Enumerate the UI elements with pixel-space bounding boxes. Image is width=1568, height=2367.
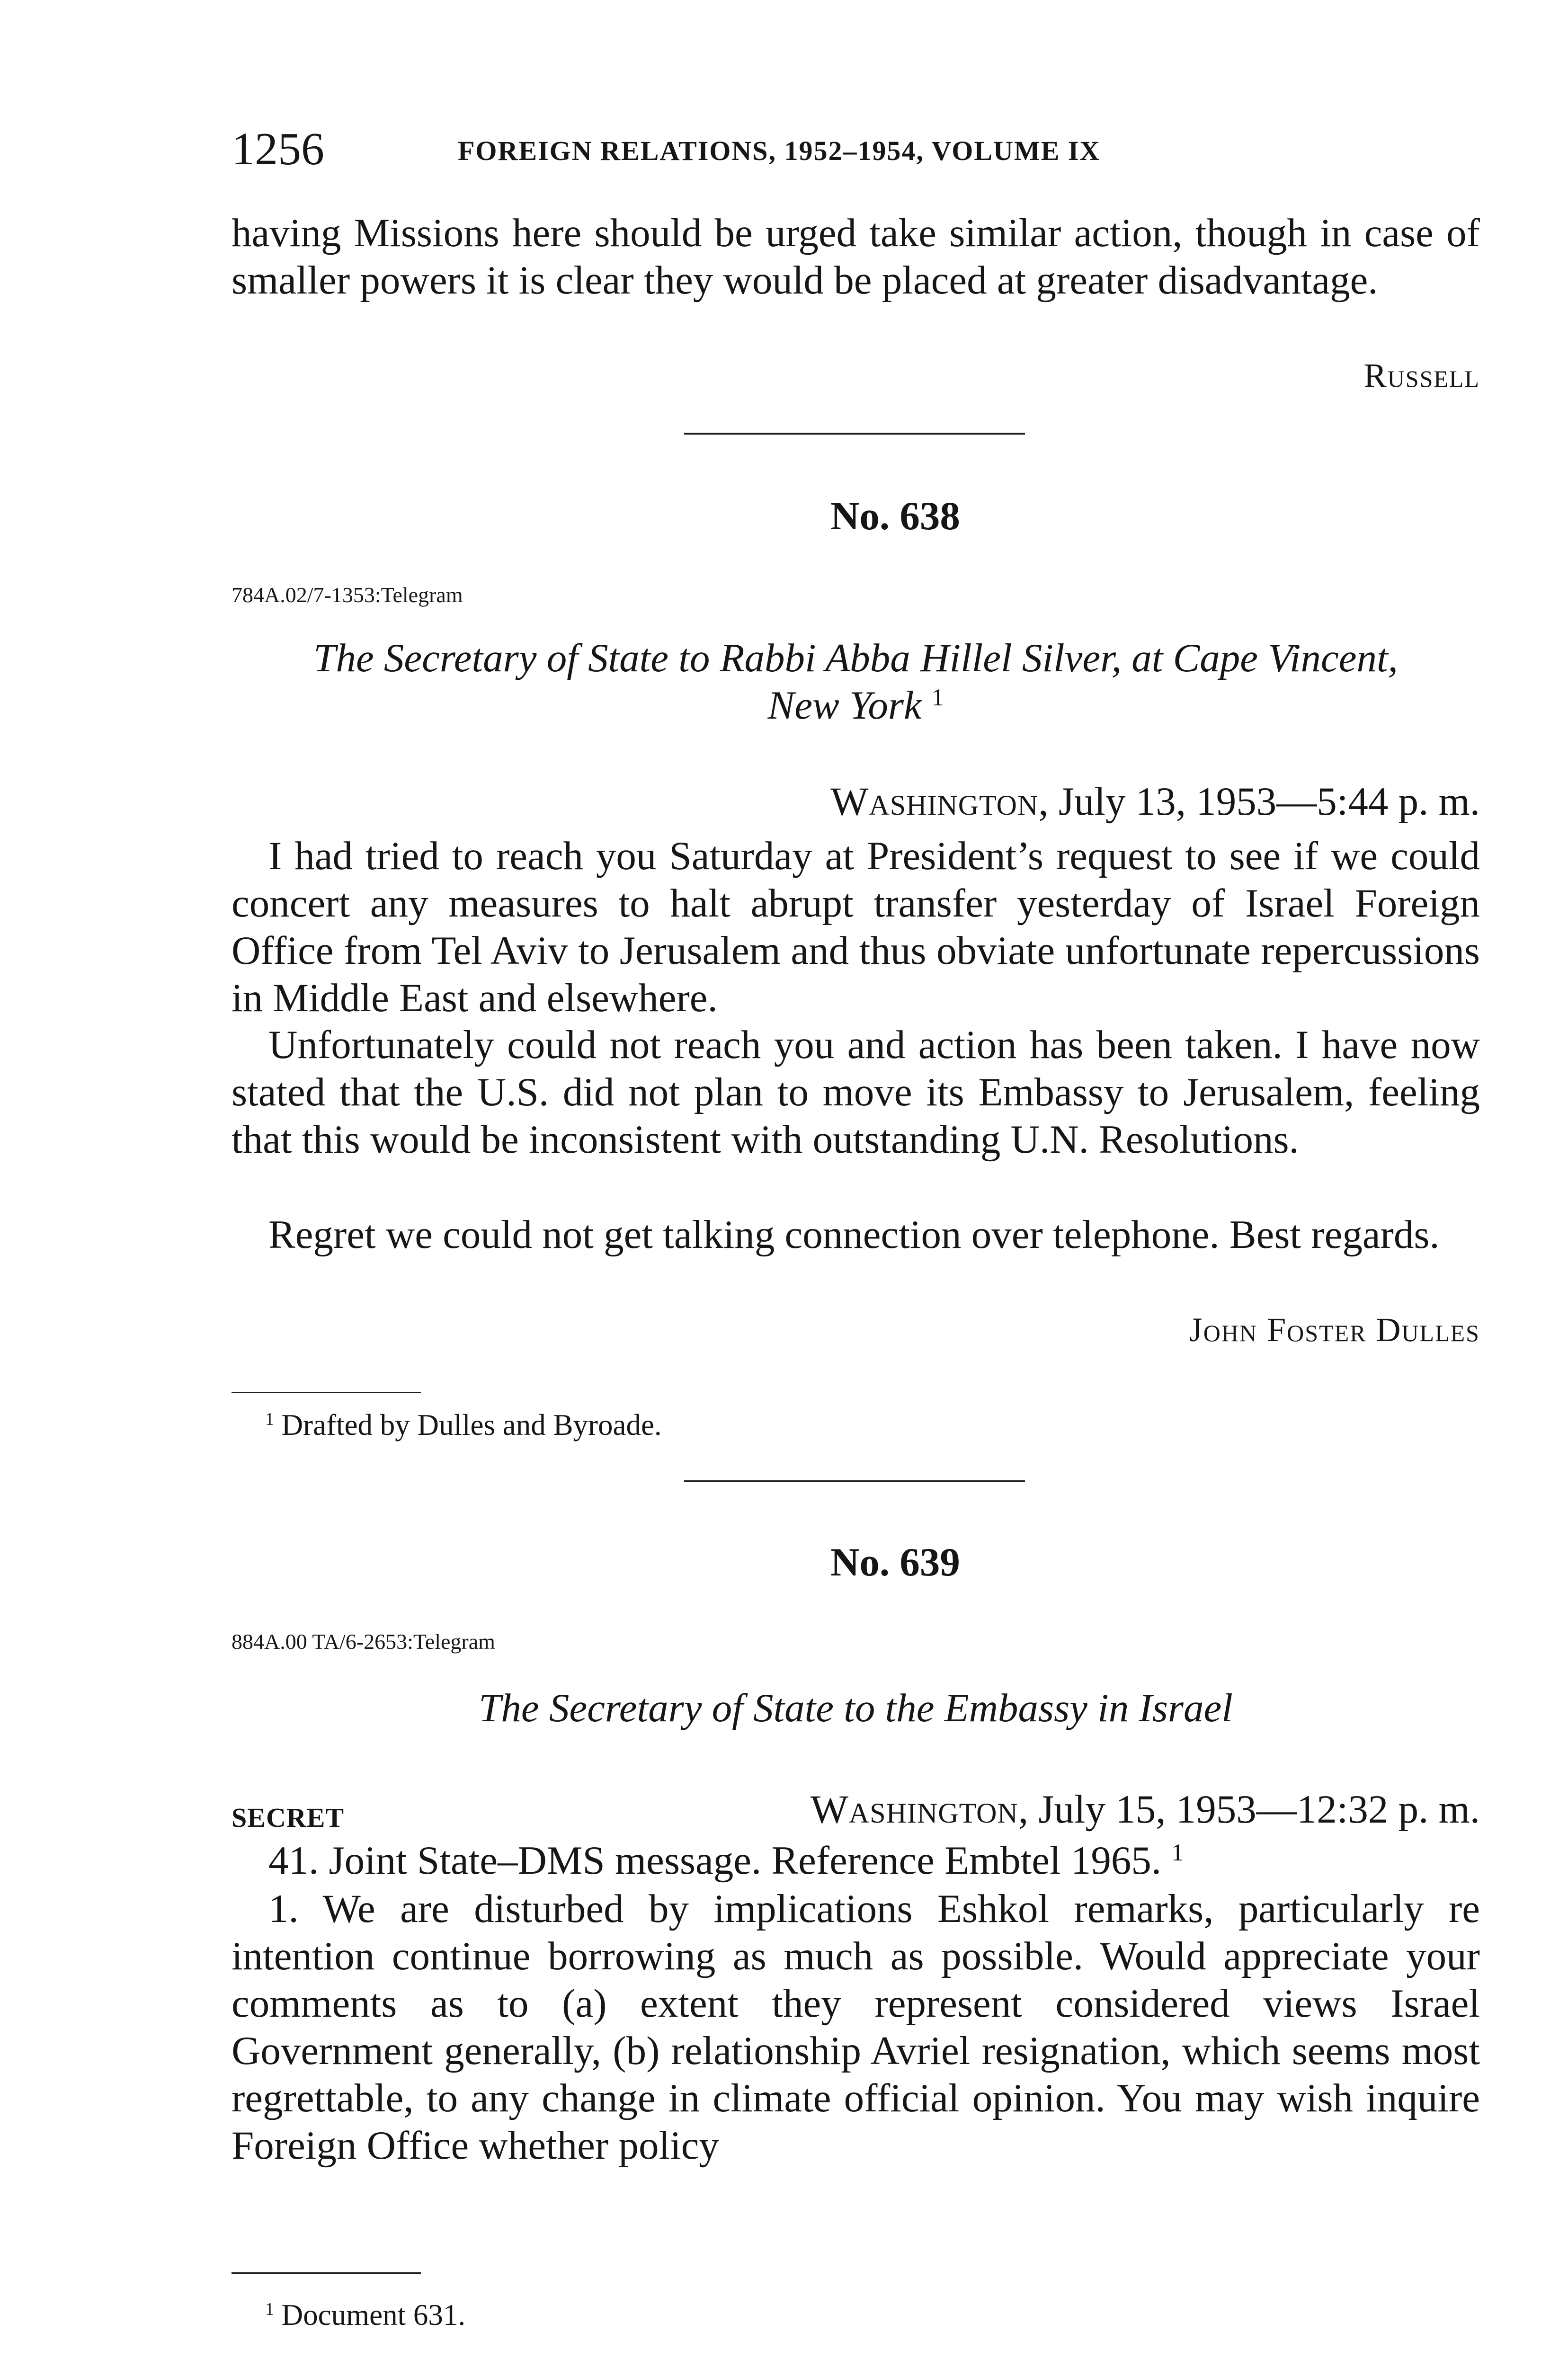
dateline-place: Washington [830,779,1039,824]
carryover-paragraph: having Missions here should be urged take similar action, though in case of smaller powers it is clear they would be placed at greater disadvantage. [232,211,1480,303]
heading-line-1: The Secretary of State to Rabbi Abba Hillel Silver, at Cape Vincent, [313,636,1398,680]
running-title: FOREIGN RELATIONS, 1952–1954, VOLUME IX [458,135,1101,166]
file-reference: 784A.02/7-1353:Telegram [232,583,463,607]
document-number: No. 638 [830,494,960,538]
footnote [265,1406,662,1444]
document-heading [232,634,1480,729]
footnote-marker: 1 [265,2299,274,2320]
dateline-place: Washington [810,1787,1018,1832]
body-paragraph: Unfortunately could not reach you and action has been taken. I have now stated that the U.S. did not plan to move its Embassy to Jerusalem, feeling that this would be inconsistent with outstanding U.N. Resolutions. [232,1023,1480,1162]
file-reference: 884A.00 TA/6-2653:Telegram [232,1629,495,1654]
document-heading: The Secretary of State to the Embassy in Israel [479,1686,1233,1730]
footnote-rule [232,2272,421,2274]
footnote [265,2296,465,2334]
page-header [232,121,1480,178]
body-paragraph: 1. We are disturbed by implications Eshkol remarks, particularly re intention continue borrowing as much as possible. Would appreciate your comments as to (a) extent they represent considered views Israel Government generally, (b) relationship Avriel resignation, which seems most regrettable, to any change in climate official opinion. You may wish inquire Foreign Office whether policy [232,1886,1480,2168]
document-number: No. 639 [830,1540,960,1584]
footnote-text: Drafted by Dulles and Byroade. [281,1408,662,1442]
signature: John Foster Dulles [1189,1311,1480,1349]
body-paragraph [232,1837,1480,1884]
classification: SECRET [232,1802,345,1833]
heading-line-2: New York [767,683,922,728]
footnote-rule [232,1392,421,1393]
section-divider [684,433,1025,435]
footnote-marker: 1 [265,1409,274,1430]
footnote-text: Document 631. [281,2298,466,2331]
footnote-marker: 1 [1171,1839,1184,1866]
body-text: 41. Joint State–DMS message. Reference Embtel 1965. [268,1838,1162,1883]
dateline [830,778,1480,825]
carryover-signature: Russell [1363,356,1480,394]
dateline-date: , July 13, 1953—5:44 p. m. [1038,779,1480,824]
page-number: 1256 [232,124,324,175]
section-divider [684,1480,1025,1482]
body-paragraph: Regret we could not get talking connection over telephone. Best regards. [268,1212,1440,1257]
dateline [811,1786,1480,1833]
dateline-date: , July 15, 1953—12:32 p. m. [1018,1787,1480,1832]
body-paragraph: I had tried to reach you Saturday at President’s request to see if we could concert any measures to halt abrupt transfer yesterday of Israel Foreign Office from Tel Aviv to Jerusalem and thus obviate unfortunate repercussions in Middle East and elsewhere. [232,834,1480,1020]
footnote-marker: 1 [931,684,944,711]
